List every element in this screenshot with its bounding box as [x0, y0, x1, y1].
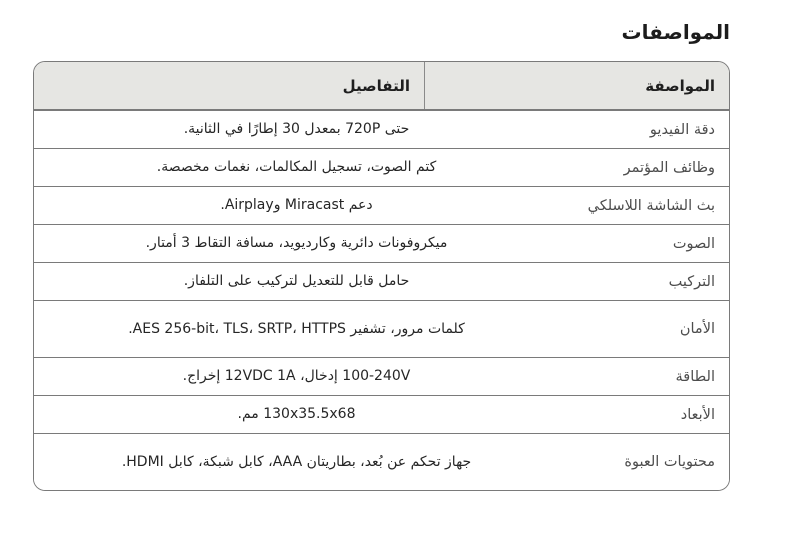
spec-name-cell: التركيب: [668, 273, 715, 290]
details-cell: [34, 358, 559, 395]
table-header-row: [34, 62, 729, 110]
column-header-spec: المواصفة: [424, 62, 729, 109]
spec-name-cell: الطاقة: [675, 368, 715, 385]
details-cell: [34, 434, 559, 490]
page-title: المواصفات: [621, 20, 730, 44]
details-text: ميكروفونات دائرية وكارديويد، مسافة التقاط 3 أمتار.: [145, 235, 448, 252]
details-cell: [34, 225, 559, 262]
details-cell: [34, 301, 559, 357]
table-row: [34, 224, 729, 262]
details-text: كلمات مرور، تشفير AES 256-bit، TLS، SRTP، HTTPS.: [128, 320, 465, 337]
details-text: حتى 720P بمعدل 30 إطارًا في الثانية.: [183, 121, 410, 138]
spec-name-cell: الصوت: [672, 235, 715, 252]
spec-name-cell: بث الشاشة اللاسلكي: [587, 197, 715, 214]
spec-name-cell: الأمان: [679, 321, 715, 337]
details-text: حامل قابل للتعديل لتركيب على التلفاز.: [183, 273, 410, 290]
table-row: [34, 110, 729, 148]
table-row: [34, 300, 729, 357]
spec-table: [33, 61, 730, 491]
details-cell: [34, 187, 559, 224]
table-row: [34, 395, 729, 433]
column-header-details: التفاصيل: [342, 76, 410, 95]
table-row: [34, 357, 729, 395]
details-cell: [34, 149, 559, 186]
spec-name-cell: دقة الفيديو: [649, 121, 715, 138]
table-row: [34, 148, 729, 186]
details-text: كتم الصوت، تسجيل المكالمات، نغمات مخصصة.: [156, 159, 437, 176]
details-cell: [34, 396, 559, 433]
details-text: دعم Miracast وAirplay.: [220, 197, 373, 214]
details-text: 100-240V إدخال، 12VDC 1A إخراج.: [182, 368, 411, 385]
details-cell: [34, 263, 559, 300]
details-text: 130x35.5x68 مم.: [237, 406, 356, 423]
table-row: [34, 433, 729, 490]
details-cell: [34, 111, 559, 148]
spec-name-cell: الأبعاد: [680, 406, 715, 423]
spec-name-cell: وظائف المؤتمر: [623, 159, 715, 176]
details-text: جهاز تحكم عن بُعد، بطاريتان AAA، كابل شبكة، كابل HDMI.: [121, 453, 472, 470]
table-row: [34, 262, 729, 300]
table-row: [34, 186, 729, 224]
spec-name-cell: محتويات العبوة: [624, 454, 715, 470]
